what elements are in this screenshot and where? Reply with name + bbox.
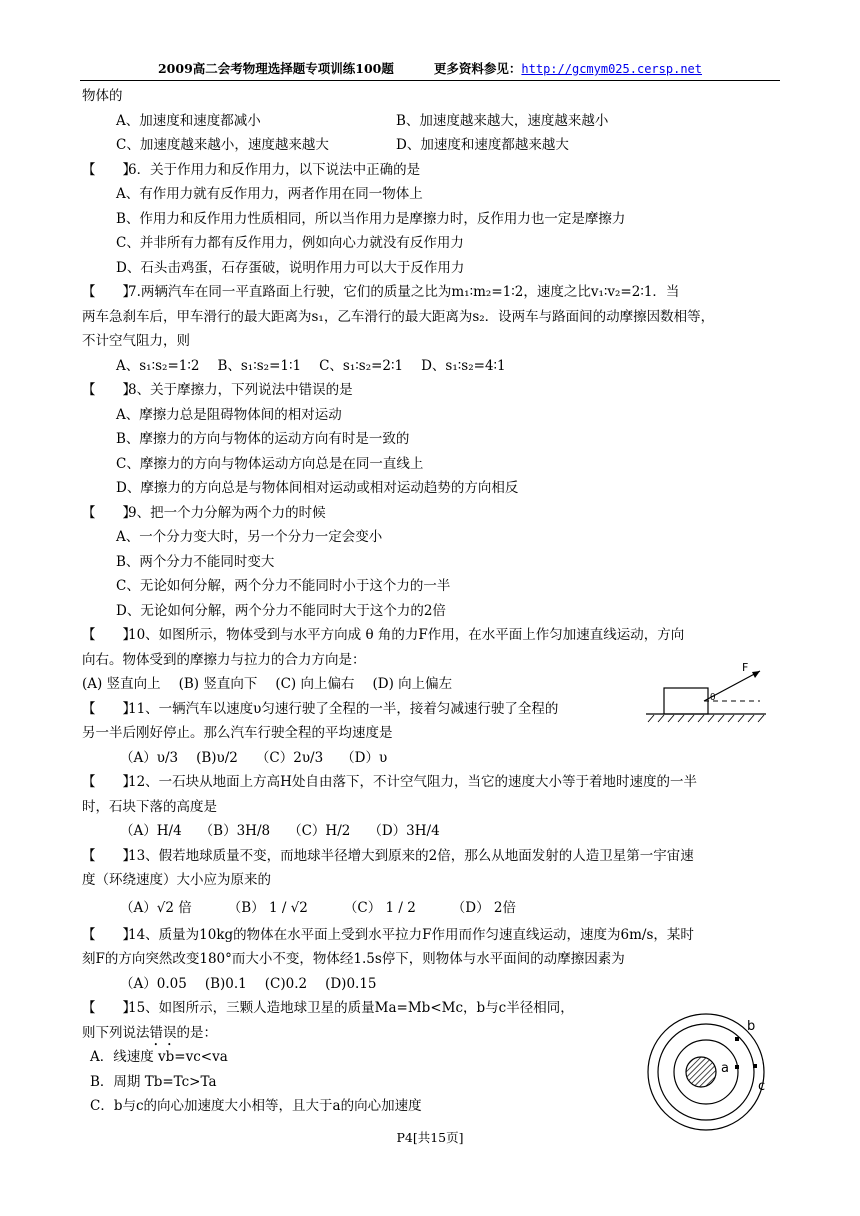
q8-option-b: B、摩擦力的方向与物体的运动方向有时是一致的 xyxy=(116,431,410,447)
q10-option-c: (C) 向上偏右 xyxy=(275,676,355,692)
q10-force-diagram xyxy=(642,660,772,724)
q11-options xyxy=(82,746,782,771)
answer-bracket[interactable]: 【 】 xyxy=(82,284,136,300)
q14-option-a: （A）0.05 xyxy=(120,975,187,992)
q11-option-c: （C）2υ/3 xyxy=(255,749,324,766)
q13-options xyxy=(82,893,782,923)
q11-stem-text-1: 11、一辆汽车以速度υ匀速行驶了全程的一半，接着匀减速行驶了全程的 xyxy=(128,700,559,717)
question-content xyxy=(82,84,782,1119)
answer-bracket[interactable]: 【 】 xyxy=(82,847,136,864)
q13-option-b: （B） 1 / √2 xyxy=(227,899,308,916)
q8-option-c: C、摩擦力的方向与物体运动方向总是在同一直线上 xyxy=(116,455,424,472)
q15-stem-2a: 则下列说法 xyxy=(82,1024,150,1041)
q12-option-c: （C）H/2 xyxy=(288,823,351,839)
q7-stem-text-1: 7.两辆汽车在同一平直路面上行驶，它们的质量之比为m₁∶m₂=1∶2，速度之比v₁∶v₂=2∶1．当 xyxy=(128,284,680,300)
angle-label: θ xyxy=(710,693,716,703)
ground-hatching xyxy=(648,715,764,722)
satellite-c-dot xyxy=(753,1064,757,1068)
q12-option-b: （B）3H/8 xyxy=(199,823,271,839)
q12-stem-1 xyxy=(82,770,782,795)
q13-stem-1 xyxy=(82,844,782,869)
answer-bracket[interactable]: 【 】 xyxy=(82,161,136,178)
answer-bracket[interactable]: 【 】 xyxy=(82,382,136,398)
q13-option-c: （C） 1 / 2 xyxy=(343,899,416,916)
page-footer: P4[共15页] xyxy=(396,1130,464,1145)
answer-bracket[interactable]: 【 】 xyxy=(82,627,136,643)
q12-options xyxy=(82,819,782,844)
q9-stem-text: 9、把一个力分解为两个力的时候 xyxy=(128,504,326,521)
q9-stem xyxy=(82,501,782,526)
label-c: c xyxy=(758,1079,766,1094)
q13-option-a: （A）√2 倍 xyxy=(120,899,192,916)
q7-option-c: C、s₁∶s₂=2∶1 xyxy=(319,357,404,374)
header-link[interactable]: http://gcmym025.cersp.net xyxy=(521,62,703,76)
q12-stem-2: 时，石块下落的高度是 xyxy=(82,798,217,815)
q5-options-2 xyxy=(82,133,782,158)
q9-option-d: D、无论如何分解，两个分力不能同时大于这个力的2倍 xyxy=(116,602,446,619)
satellite-b-dot xyxy=(735,1037,739,1041)
q8-stem-text: 8、关于摩擦力，下列说法中错误的是 xyxy=(128,382,353,398)
q7-option-d: D、s₁∶s₂=4∶1 xyxy=(421,357,506,374)
q10-stem-1 xyxy=(82,623,782,648)
answer-bracket[interactable]: 【 】 xyxy=(82,504,136,521)
earth-icon xyxy=(686,1057,716,1087)
q12-stem-text-1: 12、一石块从地面上方高H处自由落下，不计空气阻力，当它的速度大小等于着地时速度的一半 xyxy=(128,774,697,790)
q5-option-c: C、加速度越来越小，速度越来越大 xyxy=(116,137,329,153)
q9-option-b: B、两个分力不能同时变大 xyxy=(116,553,275,570)
q14-stem-text-1: 14、质量为10kg的物体在水平面上受到水平拉力F作用而作匀速直线运动，速度为6m/s，某时 xyxy=(128,926,694,943)
q15-stem-text-1: 15、如图所示，三颗人造地球卫星的质量Ma=Mb<Mc，b与c半径相同， xyxy=(128,1000,574,1016)
q5-tail: 物体的 xyxy=(82,88,123,104)
q13-option-d: （D） 2倍 xyxy=(451,899,517,916)
q6-stem xyxy=(82,158,782,183)
q15-stem-2c: 的是： xyxy=(176,1024,217,1041)
q6-option-b: B、作用力和反作用力性质相同，所以当作用力是摩擦力时，反作用力也一定是摩擦力 xyxy=(116,210,626,227)
q6-option-d: D、石头击鸡蛋，石存蛋破，说明作用力可以大于反作用力 xyxy=(116,259,465,276)
q15-option-a: A．线速度 vb=vc<va xyxy=(90,1049,228,1065)
q14-option-c: (C)0.2 xyxy=(264,975,308,992)
q5-options-1 xyxy=(82,109,782,134)
q15-option-c: C．b与c的向心加速度大小相等，且大于a的向心加速度 xyxy=(90,1098,422,1114)
q10-stem-text-1: 10、如图所示，物体受到与水平方向成 θ 角的力F作用，在水平面上作匀加速直线运动，方向 xyxy=(128,627,685,643)
q5-option-a: A、加速度和速度都减小 xyxy=(116,112,261,129)
block-shape xyxy=(664,688,708,714)
q11-stem-2: 另一半后刚好停止。那么汽车行驶全程的平均速度是 xyxy=(82,725,393,741)
q15-orbit-diagram xyxy=(640,1010,780,1132)
q6-option-c: C、并非所有力都有反作用力，例如向心力就没有反作用力 xyxy=(116,235,464,251)
q7-stem-1 xyxy=(82,280,782,305)
q10-option-b: (B) 竖直向下 xyxy=(178,676,258,692)
force-label: F xyxy=(742,661,749,674)
q13-stem-2: 度（环绕速度）大小应为原来的 xyxy=(82,872,271,888)
q11-option-a: （A）υ/3 xyxy=(120,749,179,766)
q6-option-a: A、有作用力就有反作用力，两者作用在同一物体上 xyxy=(116,186,423,202)
q9-option-a: A、一个分力变大时，另一个分力一定会变小 xyxy=(116,529,383,545)
q5-option-b: B、加速度越来越大，速度越来越小 xyxy=(396,112,609,129)
answer-bracket[interactable]: 【 】 xyxy=(82,1000,136,1016)
answer-bracket[interactable]: 【 】 xyxy=(82,926,136,943)
satellite-a-dot xyxy=(735,1065,739,1069)
q7-options xyxy=(82,354,782,379)
q7-option-b: B、s₁∶s₂=1∶1 xyxy=(217,357,302,374)
page-header xyxy=(80,58,780,81)
q14-stem-1 xyxy=(82,923,782,948)
q13-stem-text-1: 13、假若地球质量不变，而地球半径增大到原来的2倍，那么从地面发射的人造卫星第一宇宙速 xyxy=(128,847,694,864)
q8-option-a: A、摩擦力总是阻碍物体间的相对运动 xyxy=(116,406,342,423)
q14-option-b: (B)0.1 xyxy=(204,975,247,992)
q12-option-d: （D）3H/4 xyxy=(368,823,440,839)
q9-option-c: C、无论如何分解，两个分力不能同时小于这个力的一半 xyxy=(116,578,451,594)
answer-bracket[interactable]: 【 】 xyxy=(82,700,136,717)
q10-option-d: (D) 向上偏左 xyxy=(372,676,453,692)
q15-option-b: B．周期 Tb=Tc>Ta xyxy=(90,1073,217,1090)
q10-stem-2: 向右。物体受到的摩擦力与拉力的合力方向是： xyxy=(82,651,366,668)
answer-bracket[interactable]: 【 】 xyxy=(82,774,136,790)
q14-option-d: (D)0.15 xyxy=(325,975,377,992)
label-a: a xyxy=(721,1061,729,1076)
q8-option-d: D、摩擦力的方向总是与物体间相对运动或相对运动趋势的方向相反 xyxy=(116,480,519,496)
q10-option-a: (A) 竖直向上 xyxy=(82,676,161,692)
q12-option-a: （A）H/4 xyxy=(120,823,182,839)
q5-option-d: D、加速度和速度都越来越大 xyxy=(396,137,569,153)
q11-option-b: (B)υ/2 xyxy=(196,749,238,766)
q7-option-a: A、s₁∶s₂=1∶2 xyxy=(116,357,200,374)
q14-options xyxy=(82,972,782,997)
header-more: 更多资料参见： xyxy=(433,61,522,76)
q7-stem-2: 两车急刹车后，甲车滑行的最大距离为s₁，乙车滑行的最大距离为s₂．设两车与路面间的动摩擦因数相等， xyxy=(82,308,715,325)
q6-stem-text: 6．关于作用力和反作用力，以下说法中正确的是 xyxy=(128,161,421,178)
q8-stem xyxy=(82,378,782,403)
header-title: 2009高二会考物理选择题专项训练100题 xyxy=(157,61,394,76)
label-b: b xyxy=(747,1019,756,1034)
q7-stem-3: 不计空气阻力，则 xyxy=(82,333,190,349)
q11-option-d: （D）υ xyxy=(341,749,388,766)
q15-stem-emphasis: 错误 xyxy=(149,1024,177,1041)
q14-stem-2: 刻F的方向突然改变180°而大小不变，物体经1.5s停下，则物体与水平面间的动摩擦因素为 xyxy=(82,951,625,967)
